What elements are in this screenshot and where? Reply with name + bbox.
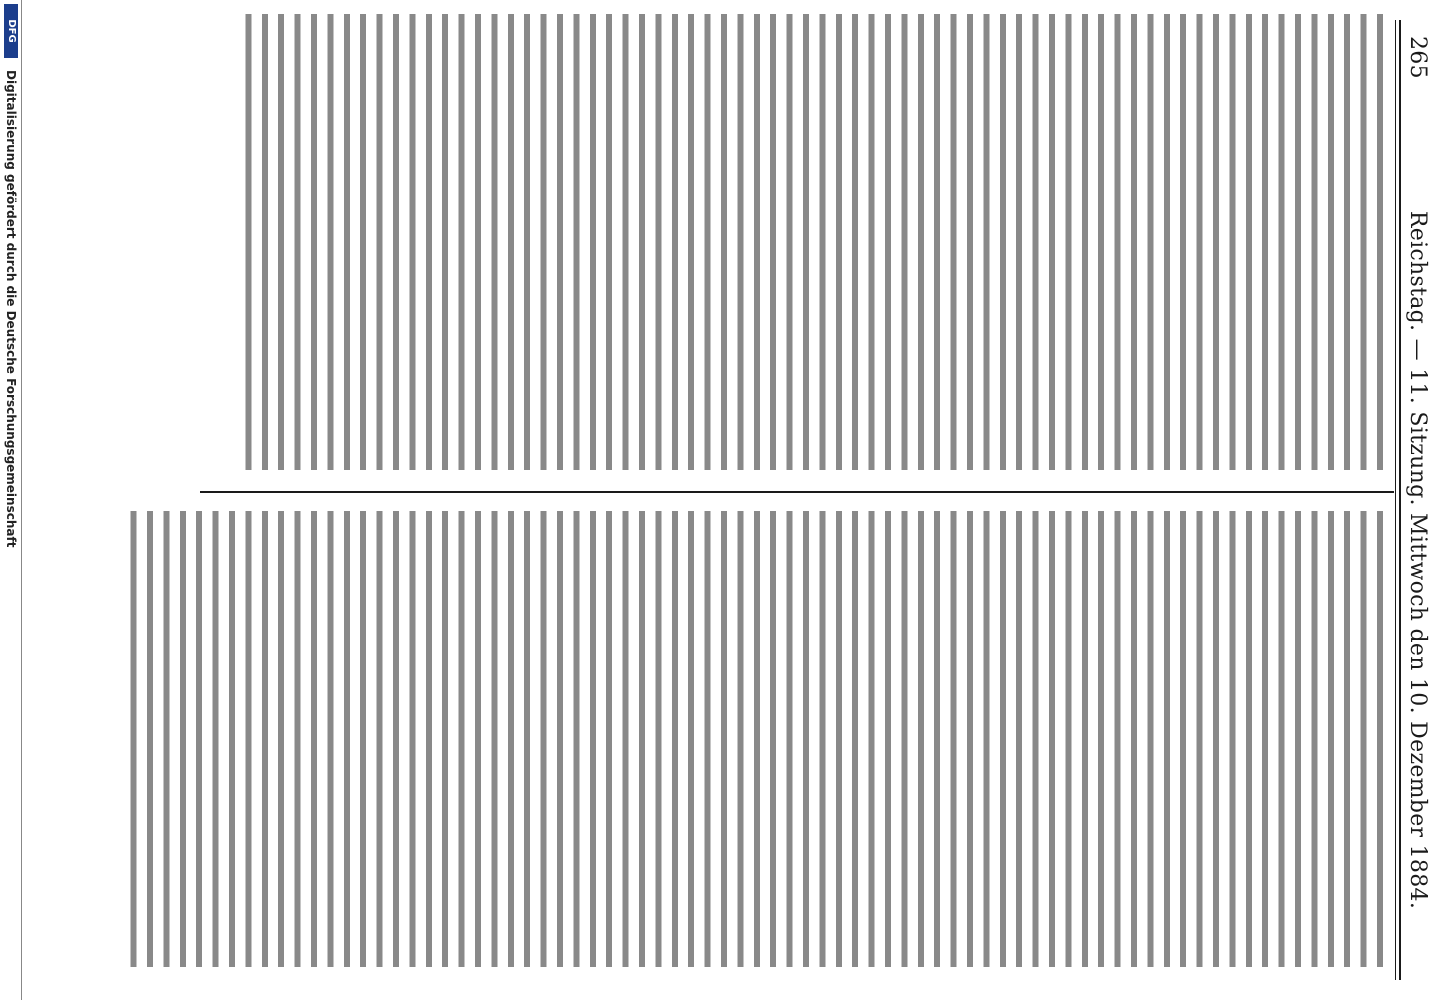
header-rule-thin [1395, 20, 1396, 980]
footer-text: Digitalisierung gefördert durch die Deutsche Forschungsgemeinschaft [4, 70, 18, 548]
column-divider [200, 491, 1394, 493]
text-column-left [238, 14, 1388, 470]
page-header [1404, 30, 1430, 960]
column-text-texture [128, 511, 1388, 967]
text-column-right [128, 511, 1388, 967]
dfg-logo: DFG [4, 4, 18, 58]
running-head: Reichstag. — 11. Sitzung. Mittwoch den 10. Dezember 1884. [1405, 210, 1430, 910]
page-number: 265 [1405, 36, 1430, 79]
digitization-footer [0, 0, 22, 1000]
column-text-texture [238, 14, 1388, 470]
header-rule [1399, 20, 1401, 980]
